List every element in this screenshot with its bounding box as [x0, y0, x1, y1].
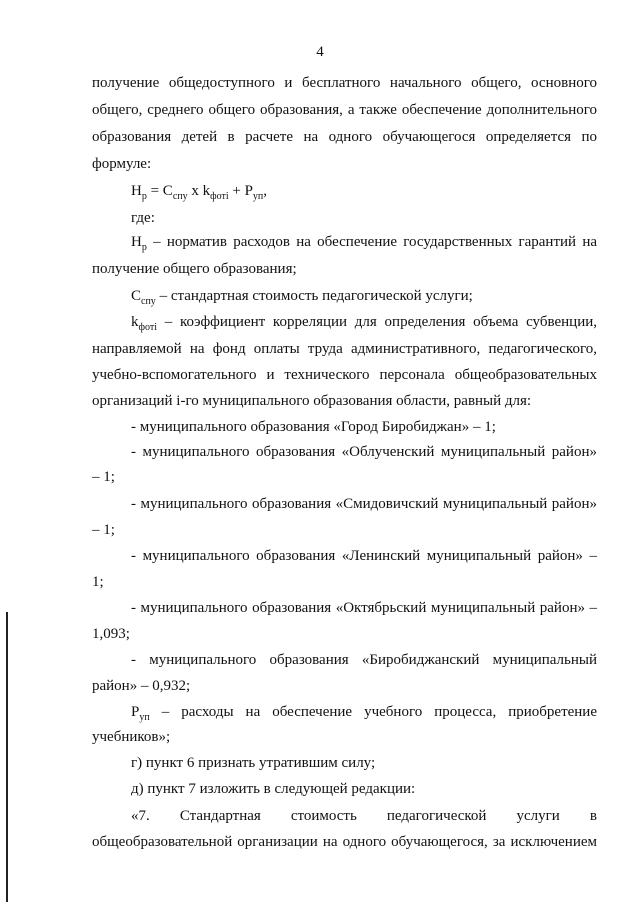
page-number: 4 — [316, 44, 324, 60]
body-line: учебно-вспомогательного и технического персонала общеобразовательных — [92, 367, 597, 383]
list-item-tail: район» – 0,932; — [92, 678, 191, 694]
list-item: - муниципального образования «Ленинский муниципальный район» – — [131, 548, 597, 564]
body-line: формуле: — [92, 156, 152, 172]
list-item-tail: 1,093; — [92, 626, 130, 642]
body-line: г) пункт 6 признать утратившим силу; — [131, 755, 376, 771]
list-item: - муниципального образования «Город Биробиджан» – 1; — [131, 419, 496, 435]
body-line: д) пункт 7 изложить в следующей редакции: — [131, 781, 416, 797]
body-line: общеобразовательной организации на одного обучающегося, за исключением — [92, 834, 597, 850]
definition-line: $k_{фотi}$ – коэффициент корреляции для определения объема субвенции, — [131, 314, 597, 333]
list-item-tail: 1; — [92, 574, 104, 590]
list-item: - муниципального образования «Облученский муниципальный район» — [131, 444, 597, 460]
body-line: направляемой на фонд оплаты труда административного, педагогического, — [92, 341, 597, 357]
body-line: получение общедоступного и бесплатного начального общего, основного — [92, 75, 597, 91]
body-line: образования детей в расчете на одного обучающегося определяется по — [92, 129, 597, 145]
body-line: «7. Стандартная стоимость педагогической услуги в — [131, 808, 597, 824]
list-item-tail: – 1; — [92, 469, 115, 485]
list-item-tail: – 1; — [92, 522, 115, 538]
list-item: - муниципального образования «Октябрьский муниципальный район» – — [131, 600, 597, 616]
body-line: учебников»; — [92, 729, 171, 745]
list-item: - муниципального образования «Биробиджанский муниципальный — [131, 652, 597, 668]
definition-line: $Н_р$ – норматив расходов на обеспечение государственных гарантий на — [131, 234, 597, 253]
body-line: где: — [131, 210, 155, 226]
formula-line: $Н_р = С_{спу}$ х $k_{фотi} + Р_{уп}$, — [131, 183, 268, 202]
definition-line: $Р_{уп}$ – расходы на обеспечение учебного процесса, приобретение — [131, 704, 597, 723]
body-line: получение общего образования; — [92, 261, 297, 277]
body-line: организаций i-го муниципального образования области, равный для: — [92, 393, 532, 409]
body-line: общего, среднего общего образования, а также обеспечение дополнительного — [92, 102, 597, 118]
definition-line: $С_{спу}$ – стандартная стоимость педагогической услуги; — [131, 288, 473, 307]
margin-scan-line — [6, 612, 8, 902]
list-item: - муниципального образования «Смидовичский муниципальный район» — [131, 496, 597, 512]
